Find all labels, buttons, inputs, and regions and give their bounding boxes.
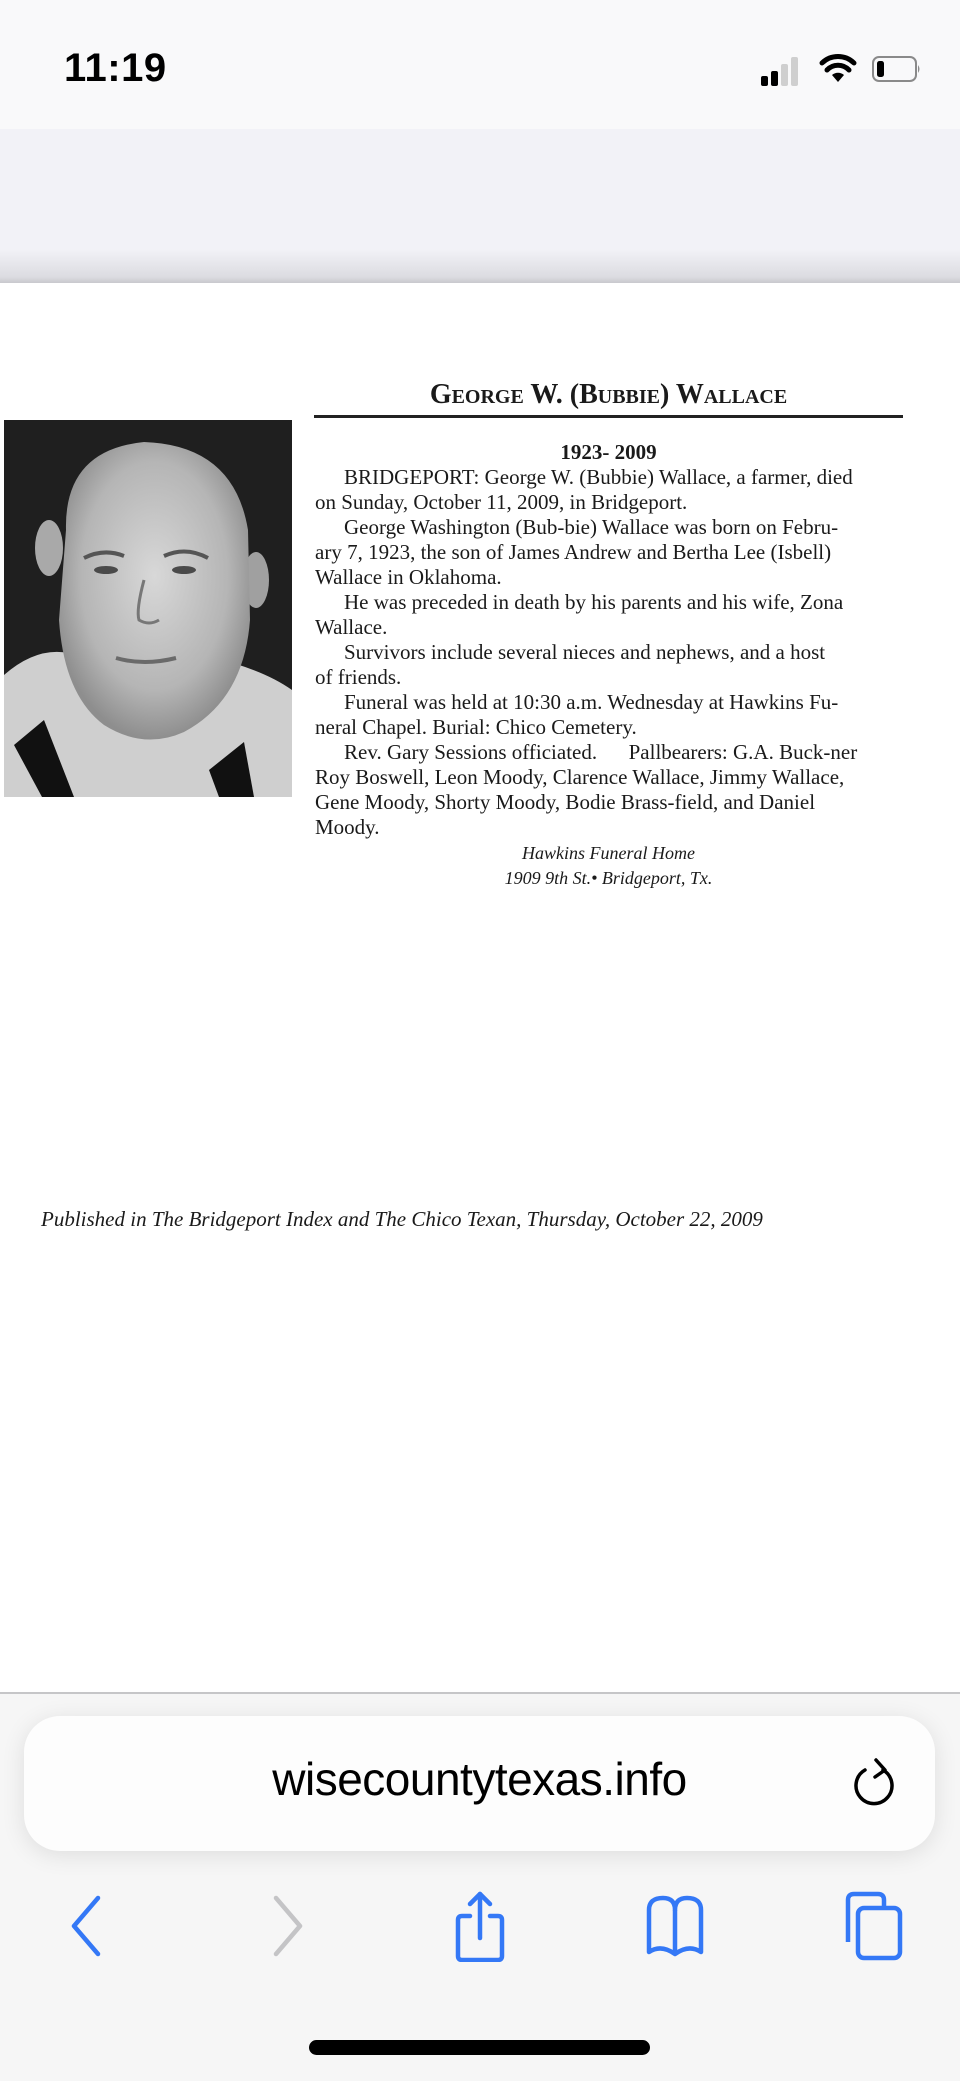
obituary-line: Roy Boswell, Leon Moody, Clarence Wallace, Jimmy Wallace, [315, 765, 845, 789]
chevron-left-icon [74, 1898, 98, 1954]
home-indicator[interactable] [309, 2040, 650, 2055]
obituary-line: He was preceded in death by his parents and his wife, Zona [344, 590, 844, 614]
obituary-line: Wallace in Oklahoma. [315, 565, 502, 589]
tabs-icon [848, 1894, 900, 1958]
obituary-line: of friends. [315, 665, 402, 689]
obituary-years: 1923- 2009 [560, 440, 657, 464]
bookmarks-button[interactable] [639, 1890, 711, 1962]
heading-rule [314, 415, 903, 418]
forward-button[interactable] [252, 1890, 324, 1962]
obituary-line: neral Chapel. Burial: Chico Cemetery. [315, 715, 637, 739]
tabs-button[interactable] [834, 1890, 906, 1962]
share-icon [458, 1894, 502, 1960]
share-button[interactable] [444, 1890, 516, 1962]
status-bar [0, 0, 960, 129]
obituary-name-heading: George W. (Bubbie) Wallace [429, 379, 788, 410]
address-bar[interactable] [24, 1716, 935, 1851]
book-icon [649, 1898, 701, 1954]
obituary-line: Wallace. [315, 615, 388, 639]
wifi-icon [819, 52, 857, 84]
obituary-line: Rev. Gary Sessions officiated. Pallbearers: G.A. Buck-ner [344, 740, 858, 764]
obituary-line: on Sunday, October 11, 2009, in Bridgeport. [315, 490, 688, 514]
obituary-line: Survivors include several nieces and nephews, and a host [344, 640, 826, 664]
obituary-line: ary 7, 1923, the son of James Andrew and Bertha Lee (Isbell) [315, 540, 832, 564]
funeral-home-name: Hawkins Funeral Home [522, 843, 695, 863]
browser-top-band [0, 129, 960, 283]
url-text[interactable]: wisecountytexas.info [272, 1753, 687, 1805]
status-time: 11:19 [64, 46, 167, 90]
obituary-line: Gene Moody, Shorty Moody, Bodie Brass-field, and Daniel [315, 790, 816, 814]
obituary-line: George Washington (Bub-bie) Wallace was born on Febru- [344, 515, 839, 539]
cellular-signal-icon [761, 56, 805, 86]
obituary-line: Funeral was held at 10:30 a.m. Wednesday at Hawkins Fu- [344, 690, 839, 714]
battery-icon [872, 55, 922, 83]
obituary-line: BRIDGEPORT: George W. (Bubbie) Wallace, a farmer, died [344, 465, 853, 489]
portrait-photo [4, 420, 292, 797]
back-button[interactable] [50, 1890, 122, 1962]
funeral-home-address: 1909 9th St.• Bridgeport, Tx. [504, 868, 713, 888]
reload-icon[interactable] [847, 1756, 899, 1812]
obituary-line: Moody. [315, 815, 380, 839]
chevron-right-icon [276, 1898, 300, 1954]
publication-note: Published in The Bridgeport Index and The Chico Texan, Thursday, October 22, 2009 [41, 1207, 763, 1231]
